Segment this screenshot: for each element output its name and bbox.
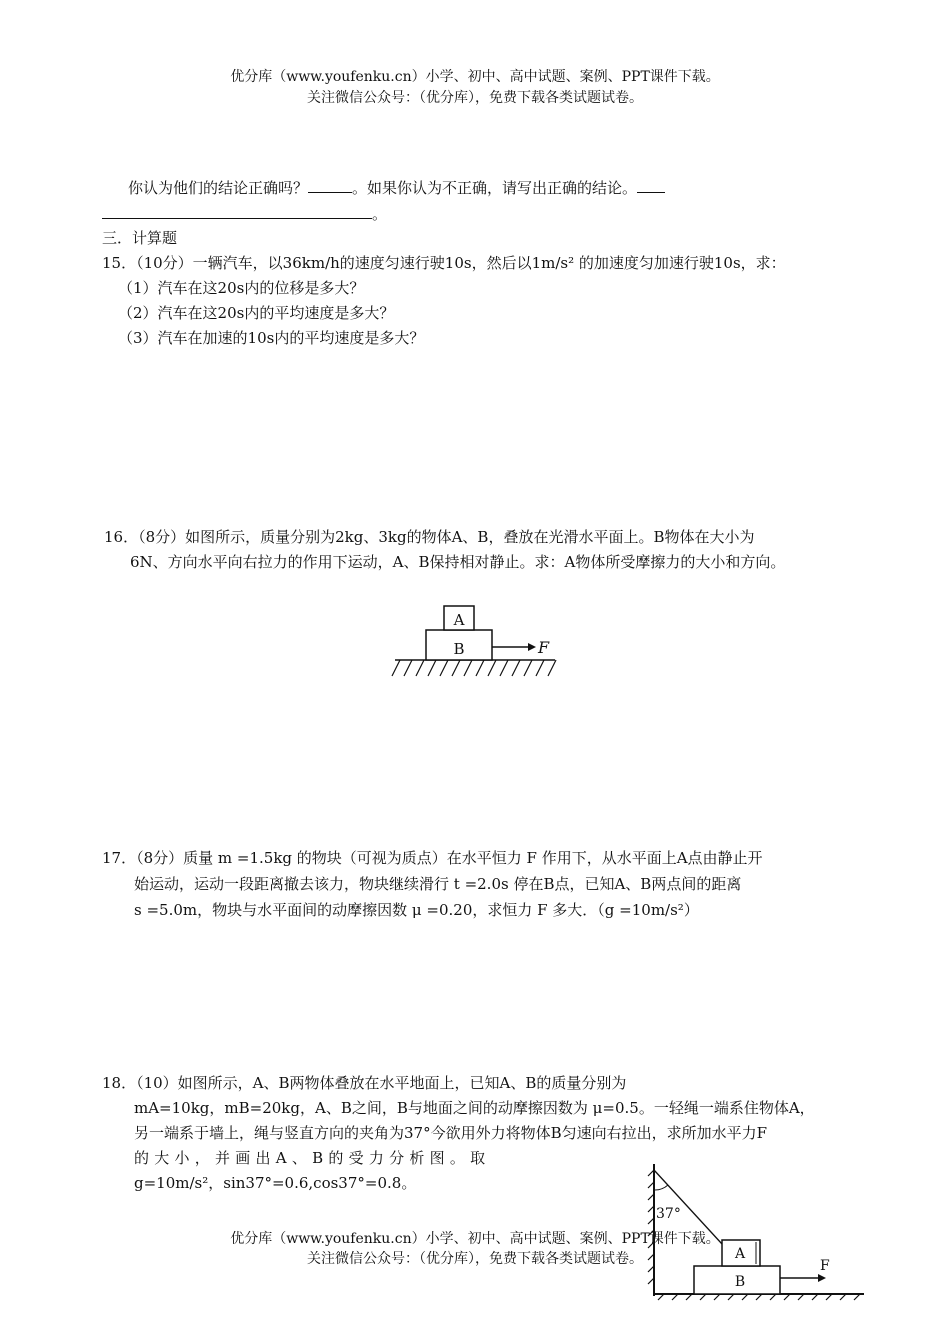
block-a-label: A xyxy=(734,1246,746,1262)
header-line-2: 关注微信公众号：（优分库），免费下载各类试题试卷。 xyxy=(307,90,643,106)
footer-line-2: 关注微信公众号：（优分库），免费下载各类试题试卷。 xyxy=(307,1251,643,1267)
q17-line-3: s =5.0m，物块与水平面间的动摩擦因数 μ =0.20，求恒力 F 多大．（g =10m/s²） xyxy=(134,901,699,919)
prev-text-2: 。如果你认为不正确，请写出正确的结论。 xyxy=(352,179,638,197)
q18-line-4: 的大小，并画出A、B的受力分析图。取 xyxy=(134,1149,491,1167)
force-label: F xyxy=(538,638,550,657)
q17-line-1: 17．（8分）质量 m =1.5kg 的物块（可视为质点）在水平恒力 F 作用下，从水平面上A点由静止开 xyxy=(102,849,763,867)
block-b-label: B xyxy=(453,640,465,658)
angle-label: 37° xyxy=(656,1206,681,1222)
q18-line-3: 另一端系于墙上，绳与竖直方向的夹角为37°今欲用外力将物体B匀速向右拉出，求所加水平力F xyxy=(134,1124,768,1142)
q15-item-2: （2）汽车在这20s内的平均速度是多大？ xyxy=(118,304,395,322)
q16-line-2: 6N、方向水平向右拉力的作用下运动，A、B保持相对静止。求：A物体所受摩擦力的大小和方向。 xyxy=(130,553,786,571)
q15-item-3: （3）汽车在加速的10s内的平均速度是多大？ xyxy=(118,329,425,347)
angle-arc xyxy=(654,1185,668,1190)
prev-question-line-2 xyxy=(102,202,387,224)
q18-line-2: mA=10kg，mB=20kg，A、B之间，B与地面之间的动摩擦因数为 μ=0.5。一轻绳一端系住物体A， xyxy=(134,1099,815,1117)
section-title: 三．计算题 xyxy=(102,229,178,247)
prev-text-1: 你认为他们的结论正确吗？ xyxy=(128,179,309,197)
q17-line-2: 始运动，运动一段距离撤去该力，物块继续滑行 t =2.0s 停在B点，已知A、B两点间的距离 xyxy=(134,875,742,893)
q16-figure xyxy=(390,600,560,682)
answer-blank-3[interactable] xyxy=(102,202,372,219)
block-a-label: A xyxy=(453,611,465,629)
prev-text-3: 。 xyxy=(372,205,388,223)
ground xyxy=(392,660,556,676)
q15-stem: 15．（10分）一辆汽车，以36km/h的速度匀速行驶10s，然后以1m/s² 的加速度匀加速行驶10s，求： xyxy=(102,254,786,272)
prev-question-line xyxy=(128,176,665,198)
header-line-1: 优分库（www.youfenku.cn）小学、初中、高中试题、案例、PPT课件下载。 xyxy=(230,69,720,85)
answer-blank-2[interactable] xyxy=(637,176,665,193)
block-b-label: B xyxy=(734,1274,746,1290)
q18-line-1: 18．（10）如图所示，A、B两物体叠放在水平地面上，已知A、B的质量分别为 xyxy=(102,1074,627,1092)
floor xyxy=(654,1294,864,1300)
force-arrowhead xyxy=(528,643,536,651)
answer-blank-1[interactable] xyxy=(308,176,352,193)
q18-line-5: g=10m/s²，sin37°=0.6,cos37°=0.8。 xyxy=(134,1174,417,1192)
force-arrowhead xyxy=(818,1274,826,1282)
force-label: F xyxy=(820,1258,830,1274)
q15-item-1: （1）汽车在这20s内的位移是多大？ xyxy=(118,279,365,297)
q16-line-1: 16．（8分）如图所示，质量分别为2kg、3kg的物体A、B，叠放在光滑水平面上。B物体在大小为 xyxy=(104,528,755,546)
footer-line-1: 优分库（www.youfenku.cn）小学、初中、高中试题、案例、PPT课件下载。 xyxy=(230,1231,720,1247)
